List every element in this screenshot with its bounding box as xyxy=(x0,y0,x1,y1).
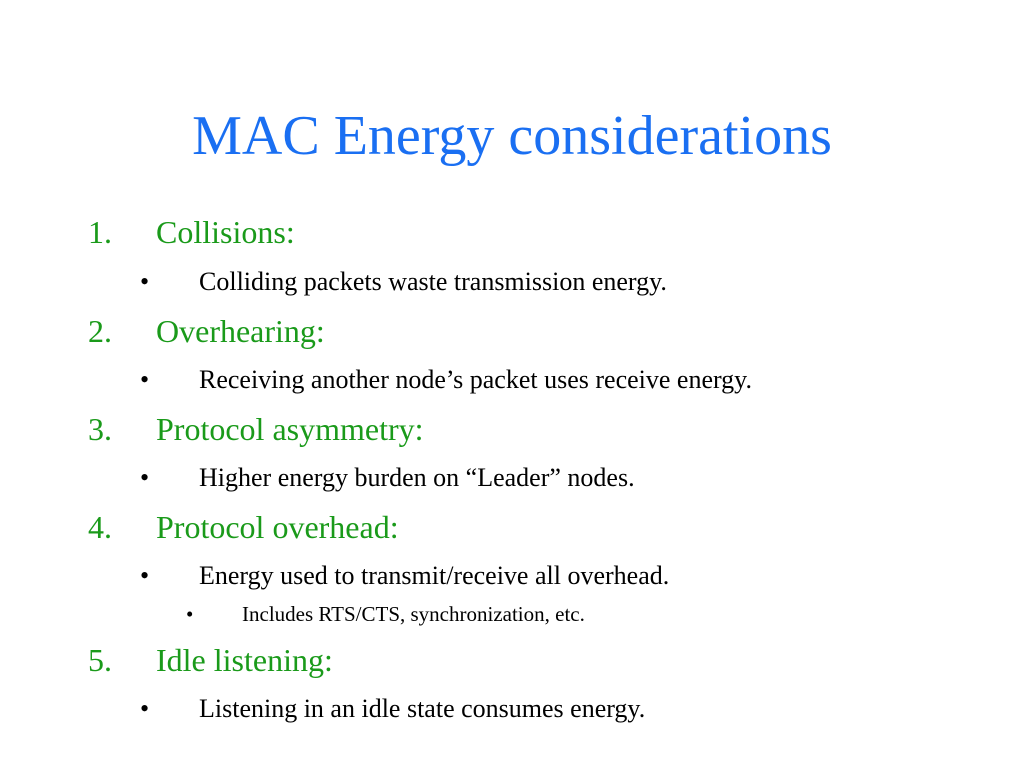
item-number: 4. xyxy=(88,509,112,545)
bullet-icon: • xyxy=(140,561,150,590)
item-number: 2. xyxy=(88,313,112,349)
item-label: Collisions: xyxy=(156,214,295,250)
item-label: Protocol asymmetry: xyxy=(156,411,424,447)
item-label: Protocol overhead: xyxy=(156,509,399,545)
bullet-icon: • xyxy=(140,463,150,492)
item-label: Overhearing: xyxy=(156,313,325,349)
sub-item-text: Receiving another node’s packet uses receive energy. xyxy=(199,365,752,394)
sub-sub-item-text: Includes RTS/CTS, synchronization, etc. xyxy=(242,602,585,626)
slide-title: MAC Energy considerations xyxy=(192,105,832,167)
sub-item-text: Listening in an idle state consumes energy. xyxy=(199,694,646,723)
bullet-icon: • xyxy=(186,602,194,626)
item-label: Idle listening: xyxy=(156,642,333,678)
item-number: 5. xyxy=(88,642,112,678)
sub-item-text: Energy used to transmit/receive all overhead. xyxy=(199,561,670,590)
item-number: 3. xyxy=(88,411,112,447)
bullet-icon: • xyxy=(140,694,150,723)
bullet-icon: • xyxy=(140,365,150,394)
sub-item-text: Higher energy burden on “Leader” nodes. xyxy=(199,463,635,492)
item-number: 1. xyxy=(88,214,112,250)
bullet-icon: • xyxy=(140,267,150,296)
sub-item-text: Colliding packets waste transmission energy. xyxy=(199,267,667,296)
